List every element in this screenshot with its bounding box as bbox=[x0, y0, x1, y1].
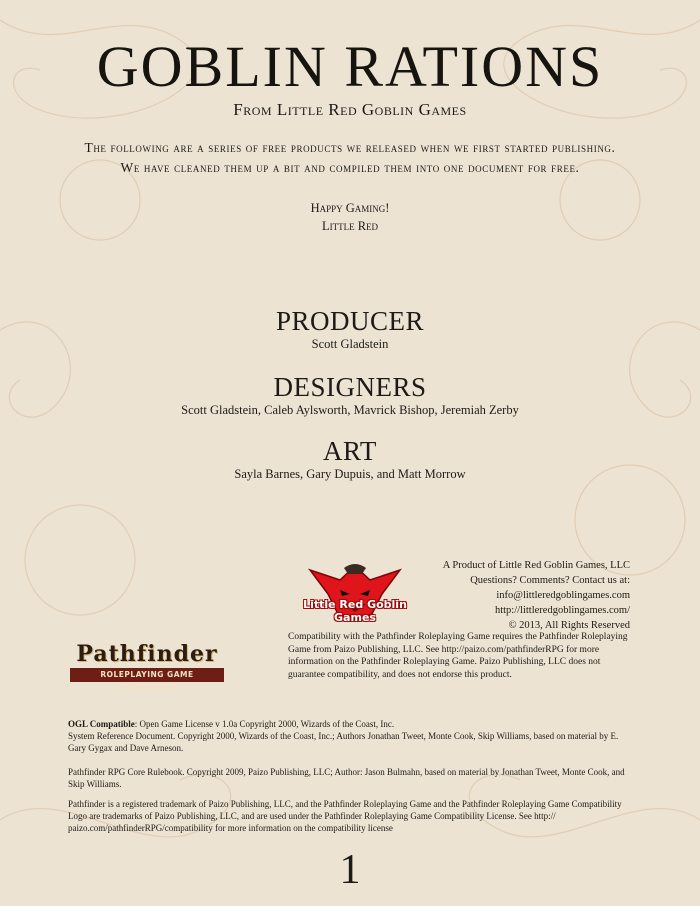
contact-website[interactable]: http://littleredgoblingames.com/ bbox=[494, 605, 630, 616]
page-number: 1 bbox=[339, 847, 361, 893]
credit-producer bbox=[0, 306, 700, 352]
legal-core-rulebook: Pathfinder RPG Core Rulebook. Copyright 2009, Paizo Publishing, LLC; Author: Jason Bulmahn, based on material by Jonathan Tweet, Monte Cook, and Skip Williams. bbox=[68, 767, 625, 789]
document-subtitle: From Little Red Goblin Games bbox=[233, 100, 467, 119]
greeting bbox=[0, 199, 700, 235]
contact-email[interactable]: info@littleredgoblingames.com bbox=[496, 590, 630, 601]
intro-text bbox=[0, 138, 700, 178]
ogl-label: OGL Compatible bbox=[68, 719, 135, 729]
document-title: GOBLIN RATIONS bbox=[96, 34, 604, 99]
goblin-wordmark: Little Red Goblin Games bbox=[303, 598, 407, 624]
legal-trademark: Pathfinder is a registered trademark of Paizo Publishing, LLC, and the Pathfinder Roleplaying Game and the Pathfinder Roleplaying Game Compatibility Logo are trademarks of Paizo Publishing, LLC, and are used under the Pathfinder Roleplaying Game Compatibility License. See http:// paizo.com/pathfinderRPG/compatibility for more information on the compatibility license bbox=[68, 799, 622, 833]
pathfinder-wordmark: Pathfinder bbox=[76, 641, 218, 667]
greeting-line: Happy Gaming! bbox=[310, 201, 390, 215]
legal-ogl bbox=[68, 718, 633, 754]
credit-art bbox=[0, 436, 700, 482]
credit-heading: PRODUCER bbox=[275, 306, 425, 336]
signature-line: Little Red bbox=[321, 219, 379, 233]
legal-srd: System Reference Document. Copyright 2000, Wizards of the Coast, Inc.; Authors Jonathan Tweet, Monte Cook, Skip Williams, based on material by E. Gary Gygax and Dave Arneson. bbox=[68, 731, 619, 753]
pathfinder-band: ROLEPLAYING GAME COMPATIBLE bbox=[70, 668, 224, 682]
credit-heading: ART bbox=[323, 436, 377, 466]
contact-block bbox=[300, 558, 630, 633]
copyright-line: © 2013, All Rights Reserved bbox=[508, 620, 630, 631]
ogl-text: : Open Game License v 1.0a Copyright 2000, Wizards of the Coast, Inc. bbox=[134, 719, 395, 729]
intro-line: We have cleaned them up a bit and compiled them into one document for free. bbox=[120, 160, 580, 175]
compatibility-notice: Compatibility with the Pathfinder Roleplaying Game requires the Pathfinder Roleplaying Game from Paizo Publishing, LLC. See http://paizo.com/pathfinderRPG for more information on the Pathfinder Roleplaying Game. Paizo Publishing, LLC does not guarantee compatibility, and does not endorse this product. bbox=[288, 632, 628, 680]
credit-designers bbox=[0, 372, 700, 418]
contact-line: Questions? Comments? Contact us at: bbox=[470, 575, 630, 586]
contact-line: A Product of Little Red Goblin Games, LLC bbox=[442, 560, 630, 571]
intro-line: The following are a series of free products we released when we first started publishing. bbox=[84, 140, 616, 155]
credit-heading: DESIGNERS bbox=[273, 372, 427, 402]
credit-names: Scott Gladstein bbox=[311, 337, 389, 351]
credit-names: Scott Gladstein, Caleb Aylsworth, Mavrick Bishop, Jeremiah Zerby bbox=[181, 403, 519, 417]
pathfinder-logo bbox=[68, 640, 226, 693]
credit-names: Sayla Barnes, Gary Dupuis, and Matt Morrow bbox=[234, 467, 466, 481]
